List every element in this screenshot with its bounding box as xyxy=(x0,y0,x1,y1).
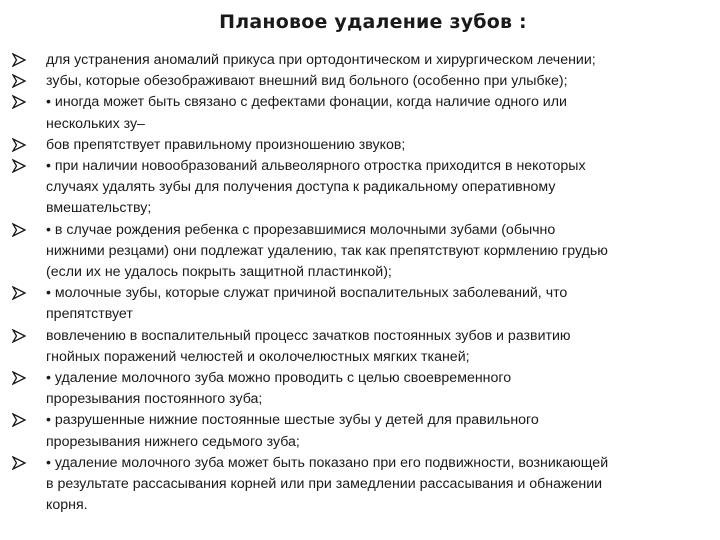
arrow-bullet-icon xyxy=(12,286,26,300)
arrow-bullet-icon xyxy=(12,74,26,88)
list-item-line: препятствует xyxy=(46,306,133,323)
list-item xyxy=(12,453,718,517)
arrow-bullet-icon xyxy=(12,53,26,67)
list-item-line: для устранения аномалий прикуса при ортодонтическом и хирургическом лечении; xyxy=(46,52,596,68)
list-item xyxy=(12,92,718,134)
list-item-line: • удаление молочного зуба может быть показано при его подвижности, возникающей xyxy=(46,454,609,471)
list-item-line: прорезывания нижнего седьмого зуба; xyxy=(46,433,300,450)
bullet-list xyxy=(12,50,718,516)
arrow-bullet-icon xyxy=(12,159,26,173)
list-item xyxy=(12,283,718,325)
list-item-line: гнойных поражений челюстей и околочелюстных мягких тканей; xyxy=(46,348,470,365)
list-item-line: • в случае рождения ребенка с прорезавшимися молочными зубами (обычно xyxy=(46,221,556,238)
list-item xyxy=(12,368,718,410)
list-item-line: нескольких зу– xyxy=(46,115,145,132)
arrow-bullet-icon xyxy=(12,329,26,343)
arrow-bullet-icon xyxy=(12,138,26,152)
list-item xyxy=(12,50,718,71)
list-item-line: прорезывания постоянного зуба; xyxy=(46,391,263,408)
list-item-line: вмешательству; xyxy=(46,200,152,217)
list-item-line: корня. xyxy=(46,497,88,514)
list-item-line: • иногда может быть связано с дефектами фонации, когда наличие одного или xyxy=(46,94,567,111)
list-item xyxy=(12,135,718,156)
list-item xyxy=(12,410,718,452)
list-item-line: • молочные зубы, которые служат причиной воспалительных заболеваний, что xyxy=(46,285,568,302)
arrow-bullet-icon xyxy=(12,223,26,237)
list-item-line: (если их не удалось покрыть защитной пластинкой); xyxy=(46,264,392,281)
list-item-line: • при наличии новообразований альвеолярного отростка приходится в некоторых xyxy=(46,158,586,175)
list-item xyxy=(12,156,718,220)
list-item-line: • разрушенные нижние постоянные шестые зубы у детей для правильного xyxy=(46,412,539,429)
list-item-line: случаях удалять зубы для получения доступа к радикальному оперативному xyxy=(46,179,556,196)
list-item-line: в результате рассасывания корней или при замедлении рассасывания и обнажении xyxy=(46,476,603,493)
slide-title: Плановое удаление зубов : xyxy=(219,11,527,33)
list-item-line: • удаление молочного зуба можно проводить с целью своевременного xyxy=(46,370,512,387)
list-item-line: нижними резцами) они подлежат удалению, так как препятствуют кормлению грудью xyxy=(46,242,608,259)
list-item xyxy=(12,220,718,284)
list-item-line: бов препятствует правильному произношению звуков; xyxy=(46,136,406,153)
list-item-line: зубы, которые обезображивают внешний вид больного (особенно при улыбке); xyxy=(46,73,568,90)
arrow-bullet-icon xyxy=(12,95,26,109)
arrow-bullet-icon xyxy=(12,413,26,427)
list-item xyxy=(12,326,718,368)
arrow-bullet-icon xyxy=(12,456,26,470)
arrow-bullet-icon xyxy=(12,371,26,385)
list-item xyxy=(12,71,718,92)
list-item-line: вовлечению в воспалительный процесс зачатков постоянных зубов и развитию xyxy=(46,327,571,344)
